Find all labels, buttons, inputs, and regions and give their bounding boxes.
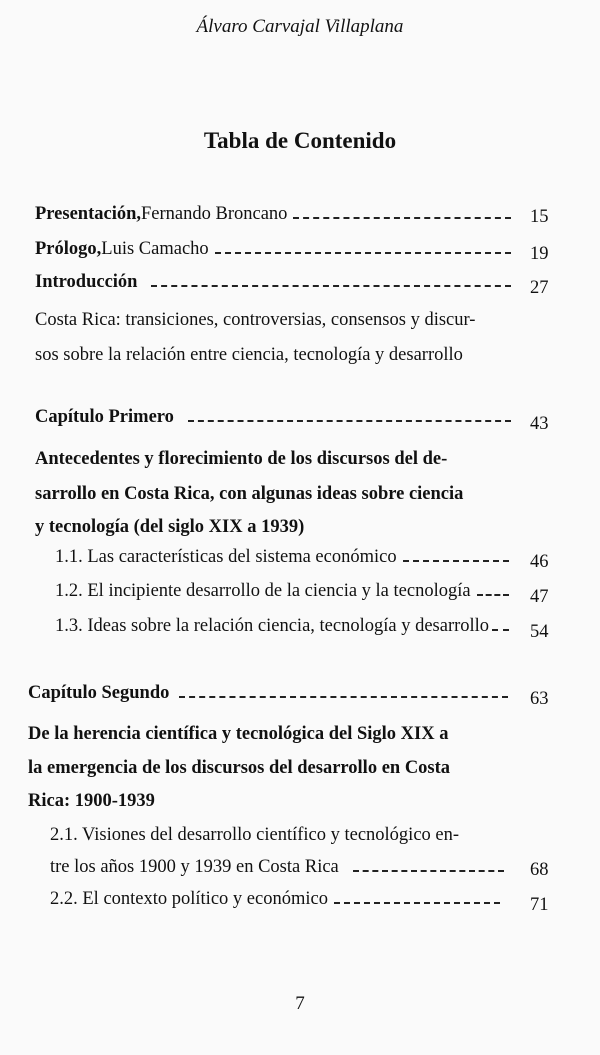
toc-entry-capitulo-primero (35, 407, 519, 428)
chapter2-title-line1: De la herencia científica y tecnológica del Siglo XIX a (28, 724, 449, 744)
toc-entry-presentacion (35, 204, 519, 225)
page-ref (530, 244, 566, 265)
page-ref (530, 587, 566, 608)
entry-label-bold: Presentación, (35, 204, 142, 224)
dot-leader (293, 217, 511, 219)
page-number-ref: 63 (530, 689, 549, 709)
page-ref (530, 689, 566, 710)
page-ref (530, 895, 566, 916)
intro-description-line1: Costa Rica: transiciones, controversias, consensos y discur- (35, 310, 476, 330)
toc-entry-2-1-line1: 2.1. Visiones del desarrollo científico y tecnológico en- (50, 825, 460, 845)
entry-label: 1.3. Ideas sobre la relación ciencia, tecnología y desarrollo (55, 616, 490, 636)
entry-label: Luis Camacho (101, 239, 209, 259)
page-ref (530, 207, 566, 228)
toc-entry-2-2 (50, 889, 508, 910)
dot-leader (492, 629, 509, 631)
page-number-ref: 71 (530, 895, 549, 915)
dot-leader (353, 870, 504, 872)
dot-leader (151, 285, 511, 287)
toc-entry-introduccion (35, 272, 519, 293)
page-number-ref: 46 (530, 552, 549, 572)
chapter1-title-line3: y tecnología (del siglo XIX a 1939) (35, 517, 305, 537)
toc-entry-capitulo-segundo (28, 683, 516, 704)
entry-label-bold: Capítulo Segundo (28, 683, 170, 703)
page-number-ref: 47 (530, 587, 549, 607)
page-ref (530, 622, 566, 643)
entry-label: 2.2. El contexto político y económico (50, 889, 328, 909)
page-number-ref: 54 (530, 622, 549, 642)
page-ref (530, 860, 566, 881)
page-number-ref: 43 (530, 414, 549, 434)
entry-label: tre los años 1900 y 1939 en Costa Rica (50, 857, 339, 877)
intro-description-line2: sos sobre la relación entre ciencia, tecnología y desarrollo (35, 345, 463, 365)
page-number: 7 (295, 993, 305, 1014)
page-ref (530, 552, 566, 573)
entry-label: Fernando Broncano (141, 204, 288, 224)
toc-entry-1-3 (55, 616, 517, 637)
page-number-ref: 15 (530, 207, 549, 227)
page-ref (530, 278, 566, 299)
entry-label-bold: Introducción (35, 272, 138, 292)
entry-label-bold: Capítulo Primero (35, 407, 174, 427)
entry-label: 1.1. Las características del sistema económico (55, 547, 397, 567)
toc-entry-2-1 (50, 857, 512, 878)
page-number-ref: 19 (530, 244, 549, 264)
entry-label: 1.2. El incipiente desarrollo de la ciencia y la tecnología (55, 581, 471, 601)
chapter2-title-line3: Rica: 1900-1939 (28, 791, 155, 811)
toc-entry-1-1 (55, 547, 517, 568)
chapter1-title-line1: Antecedentes y florecimiento de los discursos del de- (35, 449, 448, 469)
entry-label-bold: Prólogo, (35, 239, 102, 259)
toc-entry-prologo (35, 239, 519, 260)
chapter2-title-line2: la emergencia de los discursos del desarrollo en Costa (28, 758, 451, 778)
running-head: Álvaro Carvajal Villaplana (196, 16, 404, 37)
dot-leader (179, 696, 508, 698)
page-title: Tabla de Contenido (203, 128, 397, 153)
dot-leader (334, 902, 500, 904)
page-number-ref: 27 (530, 278, 549, 298)
dot-leader (215, 252, 511, 254)
toc-entry-1-2 (55, 581, 517, 602)
page-number-ref: 68 (530, 860, 549, 880)
page-ref (530, 414, 566, 435)
dot-leader (188, 420, 511, 422)
dot-leader (403, 560, 509, 562)
chapter1-title-line2: sarrollo en Costa Rica, con algunas ideas sobre ciencia (35, 484, 464, 504)
dot-leader (477, 594, 509, 596)
